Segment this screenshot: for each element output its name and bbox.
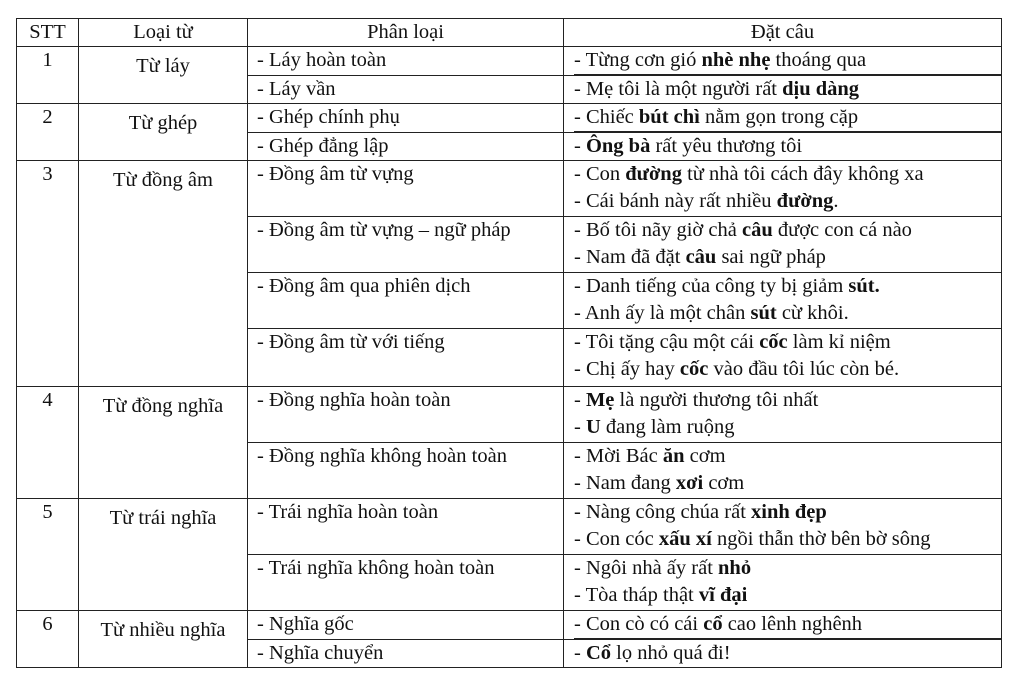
text-run: - xyxy=(574,642,586,664)
example-sentence xyxy=(574,640,1001,667)
example-cell xyxy=(564,273,1002,329)
text-run: - Chiếc xyxy=(574,106,639,128)
bold-keyword: U xyxy=(585,416,601,438)
row-number: 5 xyxy=(17,499,79,611)
table-body xyxy=(17,47,1002,668)
text-run: - Tòa tháp thật xyxy=(574,584,699,606)
bold-keyword: xơi xyxy=(675,472,704,494)
category-cell: - Láy hoàn toàn xyxy=(248,47,564,76)
text-run: cơm xyxy=(703,472,745,494)
example-sentence xyxy=(574,76,1001,103)
example-cell xyxy=(564,499,1002,555)
example-cell xyxy=(564,443,1002,499)
row-number: 3 xyxy=(17,161,79,387)
category-cell: - Nghĩa gốc xyxy=(248,611,564,640)
table-row xyxy=(17,161,1002,217)
example-cell xyxy=(564,555,1002,611)
bold-keyword: sút. xyxy=(848,275,880,297)
text-run: - Bố tôi nãy giờ chả xyxy=(574,219,742,241)
bold-keyword: xinh đẹp xyxy=(751,501,827,523)
example-cell xyxy=(564,47,1002,76)
text-run: cao lênh nghênh xyxy=(722,613,863,635)
text-run: . xyxy=(833,190,839,212)
category-cell: - Đồng âm từ với tiếng xyxy=(248,329,564,387)
text-run: là người thương tôi nhất xyxy=(614,389,819,411)
example-cell xyxy=(564,104,1002,133)
text-run: - Nam đã đặt xyxy=(574,246,686,268)
example-cell xyxy=(564,161,1002,217)
example-sentence xyxy=(574,104,1001,132)
row-number: 6 xyxy=(17,611,79,668)
category-cell: - Láy vần xyxy=(248,76,564,104)
text-run: - Cái bánh này rất nhiều xyxy=(574,190,777,212)
example-sentence xyxy=(574,555,1001,582)
text-run: cừ khôi. xyxy=(776,302,849,324)
word-type-label: Từ ghép xyxy=(128,112,198,134)
word-type xyxy=(79,161,248,387)
text-run: - Chị ấy hay xyxy=(574,358,680,380)
table-row xyxy=(17,104,1002,133)
text-run: - Con cóc xyxy=(574,528,659,550)
word-classification-table xyxy=(16,18,1002,668)
text-run: rất yêu thương tôi xyxy=(650,135,803,157)
category-cell: - Đồng nghĩa hoàn toàn xyxy=(248,387,564,443)
bold-keyword: Mẹ xyxy=(585,389,615,411)
text-run: - xyxy=(574,389,586,411)
word-type xyxy=(79,47,248,104)
text-run: - Con xyxy=(574,163,626,185)
header-row xyxy=(17,19,1002,47)
table-row xyxy=(17,387,1002,443)
word-type xyxy=(79,387,248,499)
bold-keyword: dịu dàng xyxy=(782,78,860,100)
text-run: - xyxy=(574,135,586,157)
example-sentence xyxy=(574,611,1001,639)
bold-keyword: cổ xyxy=(703,613,723,635)
word-type xyxy=(79,499,248,611)
text-run: từ nhà tôi cách đây không xa xyxy=(681,163,924,185)
header-example: Đặt câu xyxy=(564,19,1002,47)
text-run: - Từng cơn gió xyxy=(574,49,702,71)
bold-keyword: xấu xí xyxy=(658,528,712,550)
header-category: Phân loại xyxy=(248,19,564,47)
bold-keyword: đường xyxy=(776,190,834,212)
example-sentence xyxy=(574,356,1001,383)
bold-keyword: câu xyxy=(741,219,773,241)
bold-keyword: cốc xyxy=(759,331,788,353)
word-type xyxy=(79,104,248,161)
category-cell: - Trái nghĩa hoàn toàn xyxy=(248,499,564,555)
bold-keyword: Ông bà xyxy=(585,135,651,157)
example-cell xyxy=(564,133,1002,161)
example-sentence xyxy=(574,273,1001,300)
bold-keyword: đường xyxy=(625,163,682,185)
table-row xyxy=(17,611,1002,640)
text-run: - Tôi tặng cậu một cái xyxy=(574,331,760,353)
example-sentence xyxy=(574,133,1001,160)
text-run: - Nàng công chúa rất xyxy=(574,501,752,523)
bold-keyword: vĩ đại xyxy=(698,584,748,606)
category-cell: - Đồng âm từ vựng xyxy=(248,161,564,217)
example-cell xyxy=(564,611,1002,640)
category-cell: - Đồng âm qua phiên dịch xyxy=(248,273,564,329)
text-run: đang làm ruộng xyxy=(600,416,735,438)
example-sentence xyxy=(574,582,1001,609)
bold-keyword: sút xyxy=(750,302,777,324)
example-cell xyxy=(564,387,1002,443)
text-run: - Con cò có cái xyxy=(574,613,704,635)
text-run: - Anh ấy là một chân xyxy=(574,302,751,324)
example-sentence xyxy=(574,300,1001,327)
example-sentence xyxy=(574,188,1001,215)
text-run: sai ngữ pháp xyxy=(716,246,826,268)
word-type-label: Từ trái nghĩa xyxy=(109,507,217,529)
category-cell: - Ghép chính phụ xyxy=(248,104,564,133)
example-sentence xyxy=(574,470,1001,497)
text-run: - Nam đang xyxy=(574,472,676,494)
word-type-label: Từ đồng âm xyxy=(113,169,213,191)
example-sentence xyxy=(574,526,1001,553)
category-cell: - Nghĩa chuyển xyxy=(248,640,564,668)
text-run: - Ngôi nhà ấy rất xyxy=(574,557,719,579)
example-cell xyxy=(564,76,1002,104)
row-number: 2 xyxy=(17,104,79,161)
text-run: làm kỉ niệm xyxy=(787,331,891,353)
bold-keyword: bút chì xyxy=(638,106,700,128)
example-sentence xyxy=(574,443,1001,470)
text-run: lọ nhỏ quá đi! xyxy=(611,642,731,664)
category-cell: - Ghép đẳng lập xyxy=(248,133,564,161)
bold-keyword: Cổ xyxy=(585,642,612,664)
example-sentence xyxy=(574,47,1001,75)
bold-keyword: ăn xyxy=(662,445,685,467)
table-row xyxy=(17,499,1002,555)
word-type xyxy=(79,611,248,668)
text-run: - Mời Bác xyxy=(574,445,663,467)
bold-keyword: nhè nhẹ xyxy=(701,49,771,71)
word-type-label: Từ láy xyxy=(136,55,190,77)
text-run: ngồi thẫn thờ bên bờ sông xyxy=(711,528,931,550)
word-type-label: Từ đồng nghĩa xyxy=(102,395,224,417)
table-row xyxy=(17,47,1002,76)
bold-keyword: nhỏ xyxy=(718,557,752,579)
category-cell: - Trái nghĩa không hoàn toàn xyxy=(248,555,564,611)
example-sentence xyxy=(574,414,1001,441)
bold-keyword: cốc xyxy=(679,358,709,380)
row-number: 1 xyxy=(17,47,79,104)
word-type-label: Từ nhiều nghĩa xyxy=(100,619,226,641)
example-sentence xyxy=(574,499,1001,526)
example-sentence xyxy=(574,387,1001,414)
category-cell: - Đồng nghĩa không hoàn toàn xyxy=(248,443,564,499)
example-sentence xyxy=(574,329,1001,356)
example-cell xyxy=(564,640,1002,668)
text-run: - Danh tiếng của công ty bị giảm xyxy=(574,275,849,297)
example-cell xyxy=(564,217,1002,273)
category-cell: - Đồng âm từ vựng – ngữ pháp xyxy=(248,217,564,273)
row-number: 4 xyxy=(17,387,79,499)
text-run: nằm gọn trong cặp xyxy=(699,106,859,128)
example-cell xyxy=(564,329,1002,387)
header-type: Loại từ xyxy=(79,19,248,47)
text-run: vào đầu tôi lúc còn bé. xyxy=(708,358,900,380)
example-sentence xyxy=(574,161,1001,188)
header-stt: STT xyxy=(17,19,79,47)
example-sentence xyxy=(574,244,1001,271)
text-run: - Mẹ tôi là một người rất xyxy=(574,78,783,100)
text-run: thoáng qua xyxy=(770,49,867,71)
text-run: được con cá nào xyxy=(772,219,912,241)
example-sentence xyxy=(574,217,1001,244)
text-run: cơm xyxy=(684,445,726,467)
bold-keyword: câu xyxy=(685,246,717,268)
text-run: - xyxy=(574,416,586,438)
